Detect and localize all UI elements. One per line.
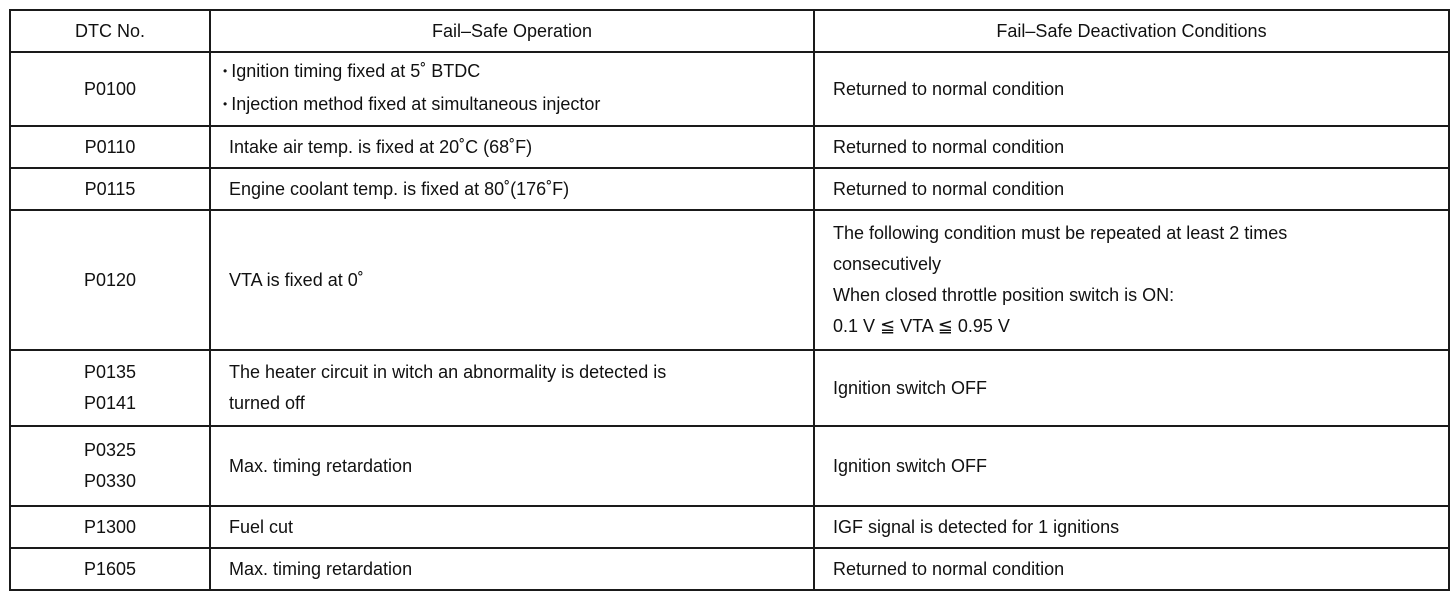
- operation-cell: [210, 52, 814, 126]
- condition-cell: [814, 548, 1449, 590]
- dtc-cell: [10, 126, 210, 168]
- table-row: [10, 506, 1449, 548]
- condition-cell: [814, 52, 1449, 126]
- dtc-cell: [10, 350, 210, 426]
- operation-text: VTA is fixed at 0˚: [229, 269, 364, 290]
- dtc-code: P0325: [83, 440, 137, 460]
- table-row: [10, 426, 1449, 506]
- condition-text: Ignition switch OFF: [833, 377, 988, 398]
- dtc-code: P0115: [84, 178, 136, 199]
- header-deactivation-conditions: Fail–Safe Deactivation Conditions: [814, 10, 1449, 52]
- dtc-code: P0330: [83, 471, 137, 491]
- condition-text: Returned to normal condition: [833, 558, 1065, 579]
- operation-cell: [210, 210, 814, 350]
- header-fail-safe-operation: Fail–Safe Operation: [210, 10, 814, 52]
- dtc-cell: [10, 426, 210, 506]
- header-row: [10, 10, 1449, 52]
- operation-text: Max. timing retardation: [229, 455, 413, 476]
- operation-cell: [210, 168, 814, 210]
- condition-text: consecutively: [833, 254, 942, 274]
- condition-text: When closed throttle position switch is ON:: [833, 285, 1175, 305]
- condition-text: The following condition must be repeated at least 2 times: [833, 223, 1288, 243]
- condition-text: Returned to normal condition: [833, 78, 1065, 99]
- operation-text: turned off: [229, 393, 305, 413]
- dtc-code: P0110: [84, 136, 136, 157]
- header-dtc-no: DTC No.: [10, 10, 210, 52]
- condition-cell: [814, 350, 1449, 426]
- table-row: [10, 52, 1449, 126]
- operation-cell: [210, 548, 814, 590]
- operation-cell: [210, 126, 814, 168]
- operation-text: The heater circuit in witch an abnormality is detected is: [229, 362, 667, 382]
- operation-cell: [210, 506, 814, 548]
- table-row: [10, 210, 1449, 350]
- dtc-cell: [10, 506, 210, 548]
- condition-cell: [814, 426, 1449, 506]
- table-row: [10, 548, 1449, 590]
- condition-text: Returned to normal condition: [833, 178, 1065, 199]
- table-row: [10, 126, 1449, 168]
- condition-cell: [814, 126, 1449, 168]
- operation-text: Engine coolant temp. is fixed at 80˚(176˚F): [229, 178, 570, 199]
- dtc-code: P0141: [83, 393, 137, 413]
- fail-safe-table: [9, 9, 1450, 591]
- dtc-cell: [10, 168, 210, 210]
- operation-text: Intake air temp. is fixed at 20˚C (68˚F): [229, 136, 533, 157]
- condition-text: Returned to normal condition: [833, 136, 1065, 157]
- condition-text: Ignition switch OFF: [833, 455, 988, 476]
- dtc-cell: [10, 548, 210, 590]
- condition-cell: [814, 210, 1449, 350]
- dtc-code: P0100: [83, 78, 137, 99]
- condition-cell: [814, 506, 1449, 548]
- dtc-cell: [10, 52, 210, 126]
- table-row: [10, 350, 1449, 426]
- table-row: [10, 168, 1449, 210]
- operation-bullet-item: • Ignition timing fixed at 5˚ BTDC: [223, 56, 813, 89]
- dtc-code: P1605: [83, 558, 137, 579]
- condition-text: IGF signal is detected for 1 ignitions: [833, 516, 1120, 537]
- dtc-code: P0120: [83, 269, 137, 290]
- dtc-cell: [10, 210, 210, 350]
- condition-cell: [814, 168, 1449, 210]
- operation-text: Fuel cut: [229, 516, 294, 537]
- operation-cell: [210, 426, 814, 506]
- operation-cell: [210, 350, 814, 426]
- dtc-code: P1300: [83, 516, 137, 537]
- dtc-code: P0135: [83, 362, 137, 382]
- operation-bullet-item: • Injection method fixed at simultaneous injector: [223, 89, 813, 122]
- condition-formula: 0.1 V ≦ VTA ≦ 0.95 V: [833, 316, 1010, 336]
- operation-text: Max. timing retardation: [229, 558, 413, 579]
